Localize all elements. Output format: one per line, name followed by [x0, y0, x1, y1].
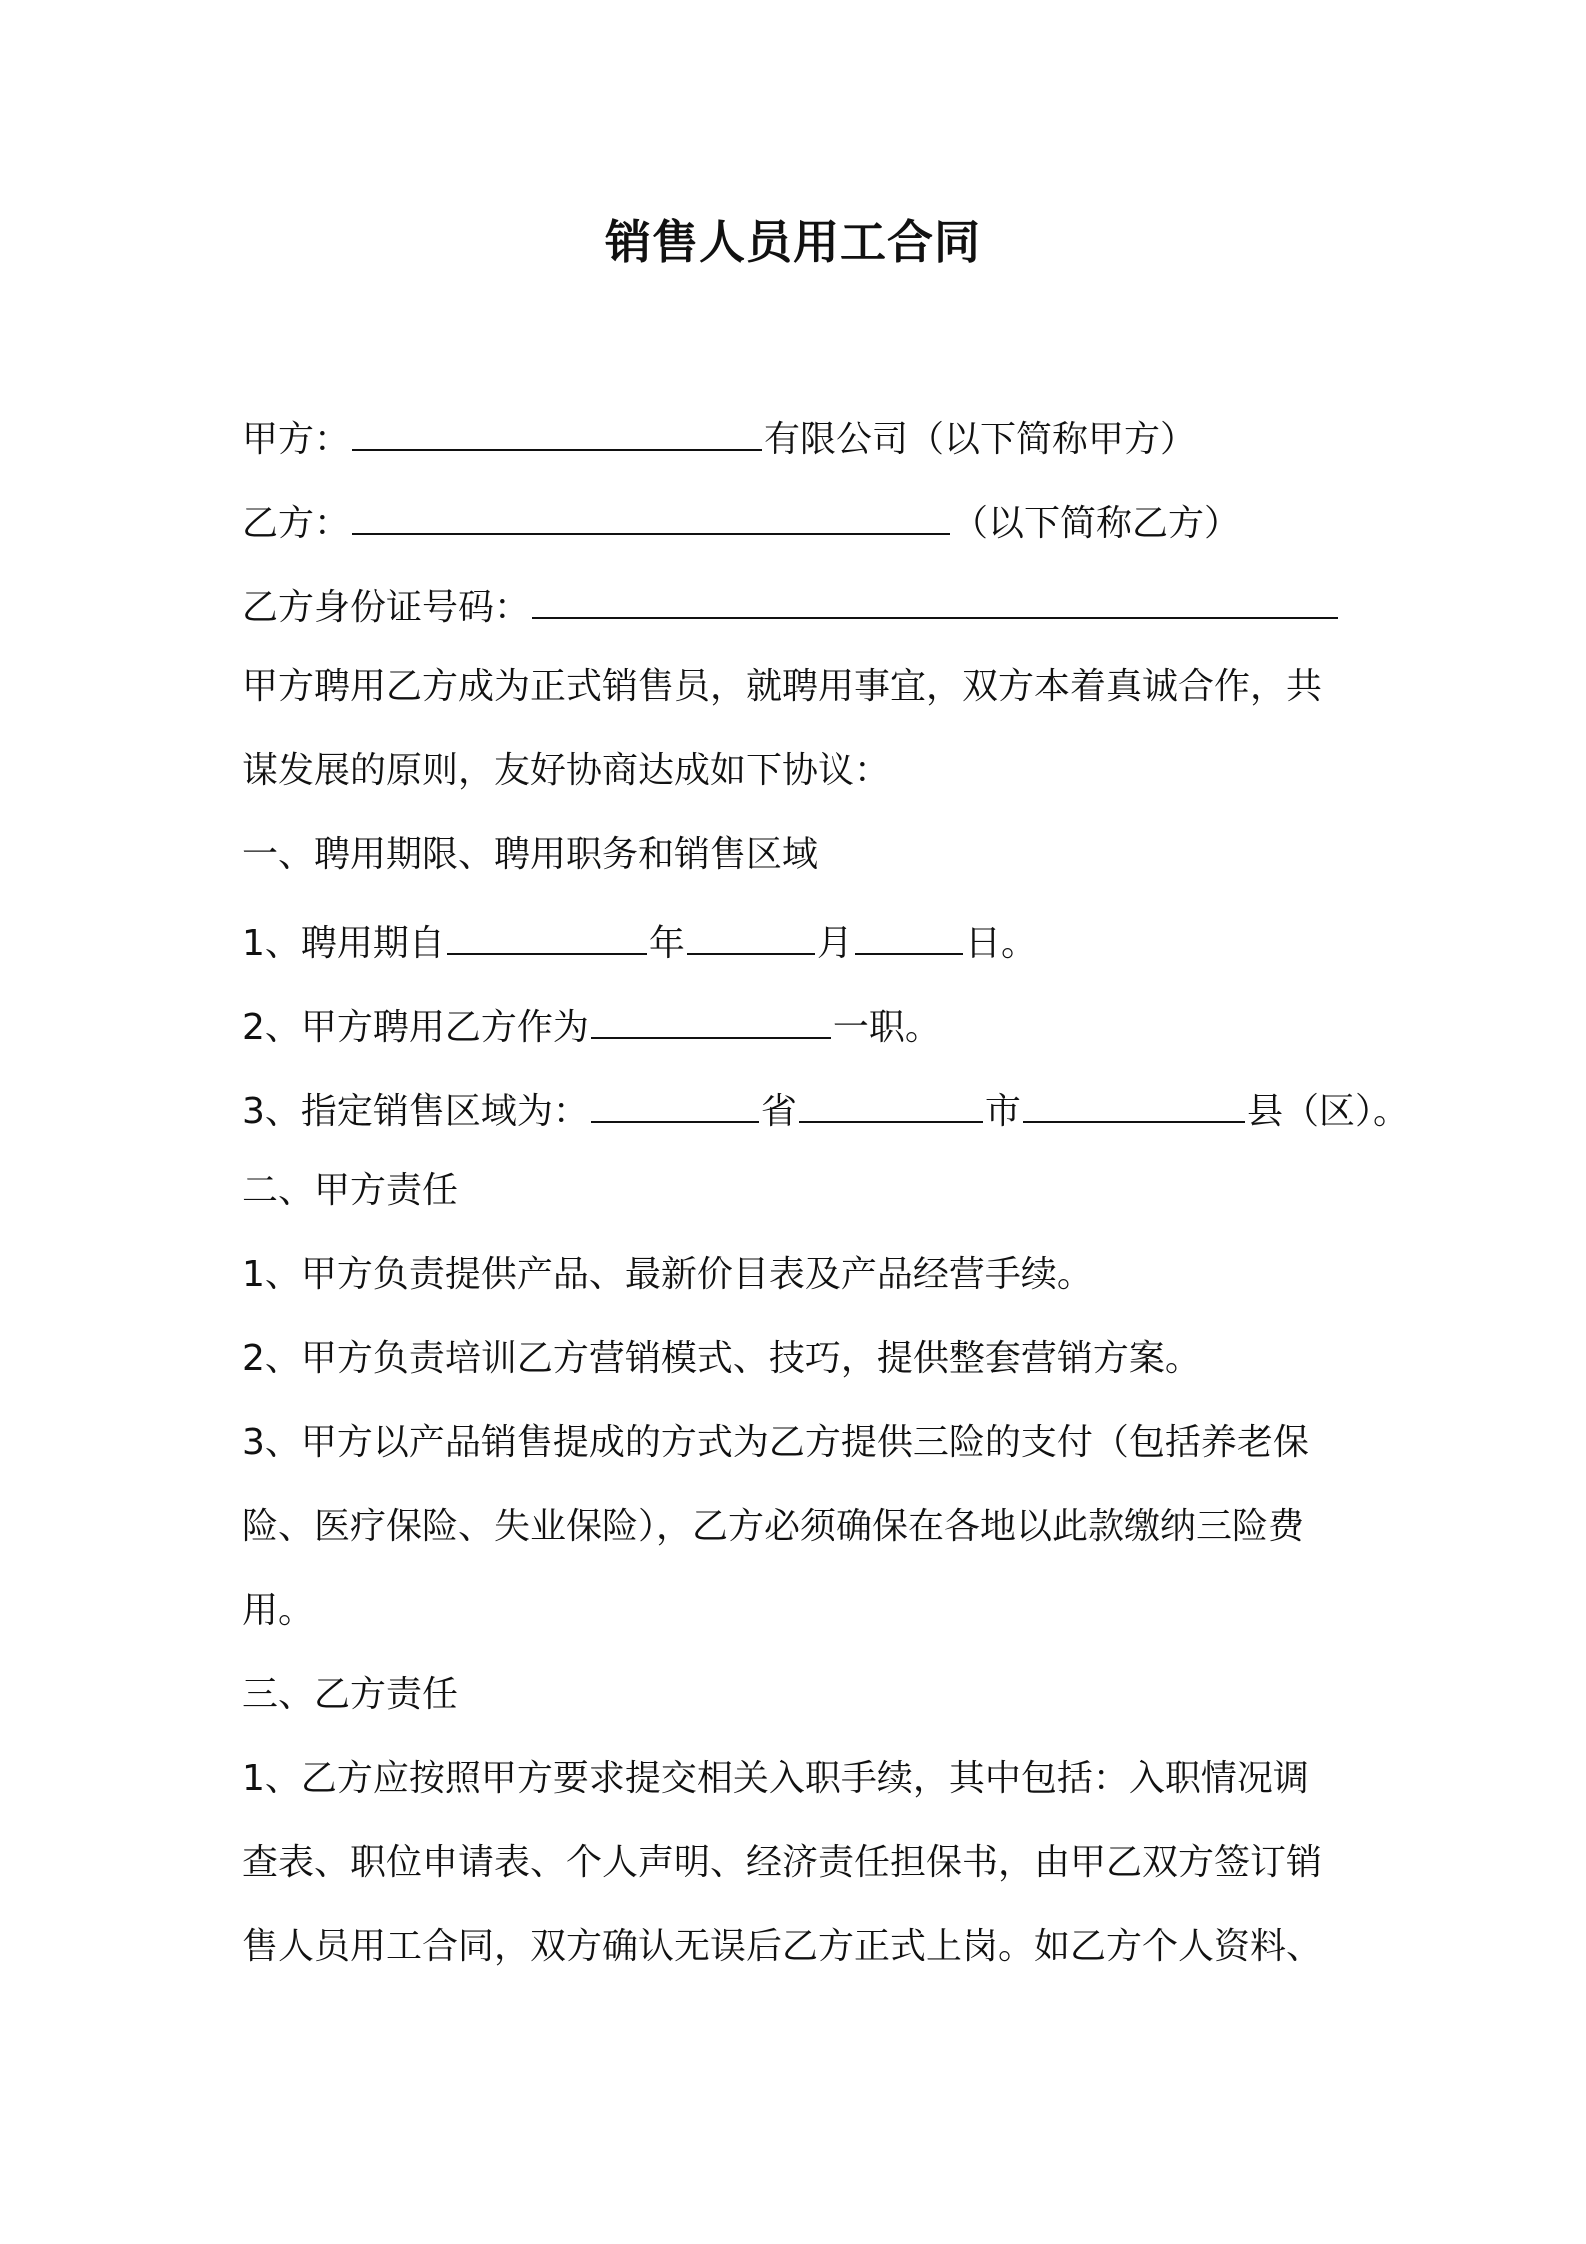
section-1-item-1	[242, 909, 1037, 969]
section-2-line: 险、医疗保险、失业保险），乙方必须确保在各地以此款缴纳三险费	[242, 1506, 1305, 1547]
employment-period-label: 1、聘用期自	[242, 923, 445, 964]
city-label: 市	[984, 1091, 1021, 1132]
party-a-suffix: 有限公司（以下简称甲方）	[764, 419, 1197, 460]
county-label: 县（区）。	[1246, 1091, 1409, 1132]
position-label: 2、甲方聘用乙方作为	[242, 1007, 589, 1048]
sales-region-label: 3、指定销售区域为：	[242, 1091, 589, 1132]
id-number-blank[interactable]	[532, 573, 1338, 619]
id-number-label: 乙方身份证号码：	[242, 587, 531, 628]
preamble-line-1: 甲方聘用乙方成为正式销售员，就聘用事宜，双方本着真诚合作，共	[242, 666, 1323, 707]
province-blank[interactable]	[591, 1077, 759, 1123]
party-a-name-blank[interactable]	[352, 405, 762, 451]
section-2-heading: 二、甲方责任	[242, 1170, 459, 1211]
month-label: 月	[816, 923, 853, 964]
section-3-heading: 三、乙方责任	[242, 1674, 459, 1715]
start-month-blank[interactable]	[687, 909, 815, 955]
preamble-line-2: 谋发展的原则，友好协商达成如下协议：	[242, 750, 891, 791]
city-blank[interactable]	[799, 1077, 983, 1123]
start-day-blank[interactable]	[855, 909, 963, 955]
section-1-item-2	[242, 993, 941, 1053]
section-1-item-3	[242, 1077, 1409, 1137]
section-2-line: 2、甲方负责培训乙方营销模式、技巧，提供整套营销方案。	[242, 1338, 1201, 1379]
day-label: 日。	[964, 923, 1037, 964]
section-3-line: 1、乙方应按照甲方要求提交相关入职手续，其中包括：入职情况调	[242, 1758, 1309, 1799]
section-2-line: 用。	[242, 1590, 315, 1631]
position-suffix: 一职。	[832, 1007, 941, 1048]
section-1-heading: 一、聘用期限、聘用职务和销售区域	[242, 834, 819, 875]
document-title: 销售人员用工合同	[605, 215, 981, 269]
id-number-line	[242, 573, 1340, 633]
party-b-label: 乙方：	[242, 503, 351, 544]
party-b-line	[242, 489, 1240, 549]
party-a-label: 甲方：	[242, 419, 351, 460]
section-2-line: 3、甲方以产品销售提成的方式为乙方提供三险的支付（包括养老保	[242, 1422, 1309, 1463]
section-3-line: 售人员用工合同，双方确认无误后乙方正式上岗。如乙方个人资料、	[242, 1926, 1323, 1967]
section-2-line: 1、甲方负责提供产品、最新价目表及产品经营手续。	[242, 1254, 1093, 1295]
party-b-suffix: （以下简称乙方）	[952, 503, 1241, 544]
province-label: 省	[760, 1091, 797, 1132]
start-year-blank[interactable]	[447, 909, 647, 955]
section-3-line: 查表、职位申请表、个人声明、经济责任担保书，由甲乙双方签订销	[242, 1842, 1323, 1883]
position-blank[interactable]	[591, 993, 831, 1039]
year-label: 年	[648, 923, 685, 964]
party-b-name-blank[interactable]	[352, 489, 950, 535]
county-blank[interactable]	[1023, 1077, 1245, 1123]
party-a-line	[242, 405, 1196, 465]
